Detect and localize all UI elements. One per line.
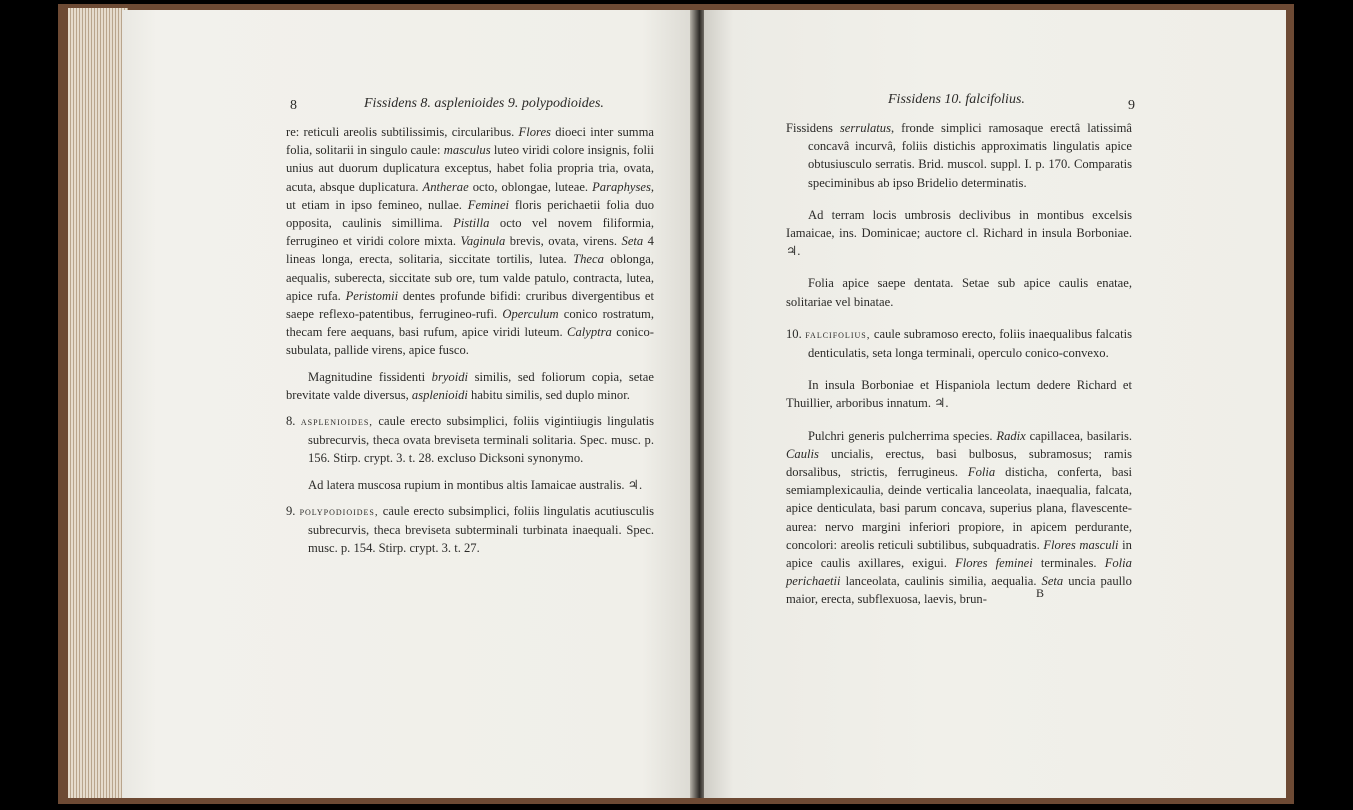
habitat-8: Ad latera muscosa rupium in montibus altis Iamaicae australis. ♃. [308, 477, 643, 492]
species-number: 9. [286, 503, 296, 518]
habitat-10: In insula Borboniae et Hispaniola lectum dedere Richard et Thuillier, arboribus innatum. ♃. [786, 378, 1132, 411]
text-run: dioeci inter summa folia, solitarii in singulo caule: [286, 125, 654, 158]
italic-term: Feminei [467, 197, 510, 212]
italic-term: Flores masculi [1043, 537, 1119, 552]
falcifolius-description [786, 427, 1132, 609]
species-name: falcifolius, [805, 328, 871, 341]
habitat-serrulatus: Ad terram locis umbrosis declivibus in montibus excelsis Iamaicae, ins. Dominicae; auctore cl. Richard in insula Borboniae. ♃. [786, 207, 1132, 259]
italic-term: Seta [621, 234, 644, 249]
text-run: Fissidens [786, 121, 840, 135]
left-page [122, 10, 700, 798]
text-run: similis, sed foliorum copia, setae brevitate valde diversus, [286, 369, 654, 402]
right-page [704, 10, 1286, 798]
signature-mark: B [1036, 586, 1045, 600]
description-paragraph [286, 123, 654, 360]
italic-term: Pistilla [453, 216, 490, 231]
text-run: conico rostratum, thecam fere aequans, basi rufum, apice viridi luteum. [286, 307, 655, 340]
italic-term: Vaginula [460, 234, 506, 249]
text-run: brevis, ovata, virens. [505, 234, 622, 249]
italic-term: Calyptra [567, 325, 612, 340]
text-run: conico-subulata, pallide virens, apice fusco. [286, 325, 654, 358]
synonym-paragraph [786, 119, 1132, 192]
text-run: disticha, conferta, basi semiamplexicaulia, deinde verticalia lanceolata, inaequalia, falcata, apice denticulata, basi parum concava, superius plana, flavescente-aurea: nervo margini inferiori propiore, in apicem perdurante, concolori: areolis reticuli subtilibus, subquadratis. [786, 465, 1132, 552]
italic-term: Operculum [502, 307, 559, 322]
italic-term: Theca [573, 252, 604, 267]
text-run: floris perichaetii folia duo opposita, caulinis simillima. [286, 197, 654, 231]
italic-term: serrulatus [839, 121, 891, 135]
italic-term: Seta [1041, 574, 1064, 589]
italic-term: Flores feminei [955, 556, 1033, 571]
italic-term: asplenioidi [411, 387, 468, 402]
left-page-body [286, 123, 654, 557]
right-running-head: Fissidens 10. falcifolius. [888, 92, 1025, 107]
italic-term: bryoidi [431, 369, 469, 384]
species-number: 8. [286, 414, 296, 429]
italic-term: Antherae [422, 179, 469, 194]
italic-term: masculus [443, 143, 491, 158]
text-run: terminales. [1032, 556, 1105, 571]
species-diagnosis: caule erecto subsimplici, foliis lingulatis acutiusculis subrecurvis, theca breviseta subterminali turbinata inaequali. Spec. musc. p. 154. Stirp. crypt. 3. t. 27. [308, 503, 654, 556]
text-run: dentes profunde bifidi: cruribus divergentibus et saepe reflexo-patentibus, ferrugineo-rufi. [286, 288, 654, 322]
text-run: oblonga, aequalis, suberecta, siccitate sub ore, tum valde patulo, contracta, lutea, apice rufa. [286, 252, 654, 303]
text-run: uncialis, erectus, basi bulbosus, subramosus; ramis dorsalibus, strictis, ferrugineus. [786, 446, 1132, 480]
species-diagnosis: caule subramoso erecto, foliis inaequalibus falcatis denticulatis, seta longa terminali, operculo conico-convexo. [808, 326, 1132, 361]
species-entry-8 [286, 412, 654, 468]
species-entry-9 [286, 502, 654, 558]
text-run: 4 lineas longa, erecta, solitaria, siccitate tortilis, lutea. [286, 234, 654, 267]
right-page-number: 9 [1128, 98, 1135, 113]
italic-term: Caulis [786, 446, 819, 461]
note-paragraph: Folia apice saepe dentata. Setae sub apice caulis enatae, solitariae vel binatae. [786, 276, 1132, 309]
comparison-paragraph [286, 368, 654, 404]
text-run: ut etiam in ipso femineo, nullae. [286, 197, 468, 212]
text-run: luteo viridi colore insignis, folii unius aut duorum duplicatura exceptus, habet folia propria tria, ovata, acuta, absque duplicatura. [286, 143, 654, 194]
text-run: Pulchri generis pulcherrima species. [808, 428, 997, 443]
left-page-number: 8 [290, 98, 297, 113]
italic-term: Folia perichaetii [786, 556, 1132, 589]
left-running-head: Fissidens 8. asplenioides 9. polypodioides. [364, 96, 604, 111]
text-run: re: reticuli areolis subtilissimis, circularibus. [286, 125, 519, 139]
italic-term: Radix [996, 428, 1026, 443]
text-run: , fronde simplici ramosaque erectâ latissimâ concavâ incurvâ, foliis distichis approximatis lingulatis apice obtusiusculo serratis. Brid. muscol. suppl. I. p. 170. Comparatis speciminibus ab ipso Bridelio determinatis. [808, 121, 1132, 190]
italic-term: Folia [967, 465, 996, 480]
italic-term: Flores [518, 125, 551, 139]
right-page-body [786, 119, 1132, 609]
species-number: 10. [786, 326, 802, 341]
text-run: uncia paullo maior, erecta, subflexuosa, laevis, brun- [786, 574, 1132, 607]
text-run: in apice caulis axillares, exigui. [786, 537, 1132, 571]
text-run: habitu similis, sed duplo minor. [467, 387, 630, 402]
text-run: octo, oblongae, luteae. [468, 179, 593, 194]
species-entry-10 [786, 325, 1132, 362]
species-name: polypodioides, [299, 505, 379, 518]
italic-term: Paraphyses, [592, 179, 654, 194]
text-run: Magnitudine fissidenti [308, 369, 432, 384]
text-run: lanceolata, caulinis similia, aequalia. [840, 574, 1042, 589]
italic-term: Peristomii [345, 288, 399, 303]
text-run: capillacea, basilaris. [1025, 428, 1132, 443]
page-edges [68, 8, 128, 798]
species-name: asplenioides, [300, 416, 374, 429]
text-run: octo vel novem filiformia, ferrugineo et viridi colore mixta. [286, 216, 654, 249]
species-diagnosis: caule erecto subsimplici, foliis vigintiiugis lingulatis subrecurvis, theca ovata breviseta terminali solitaria. Spec. musc. p. 156. Stirp. crypt. 3. t. 28. excluso Dicksoni synonymo. [308, 414, 654, 466]
